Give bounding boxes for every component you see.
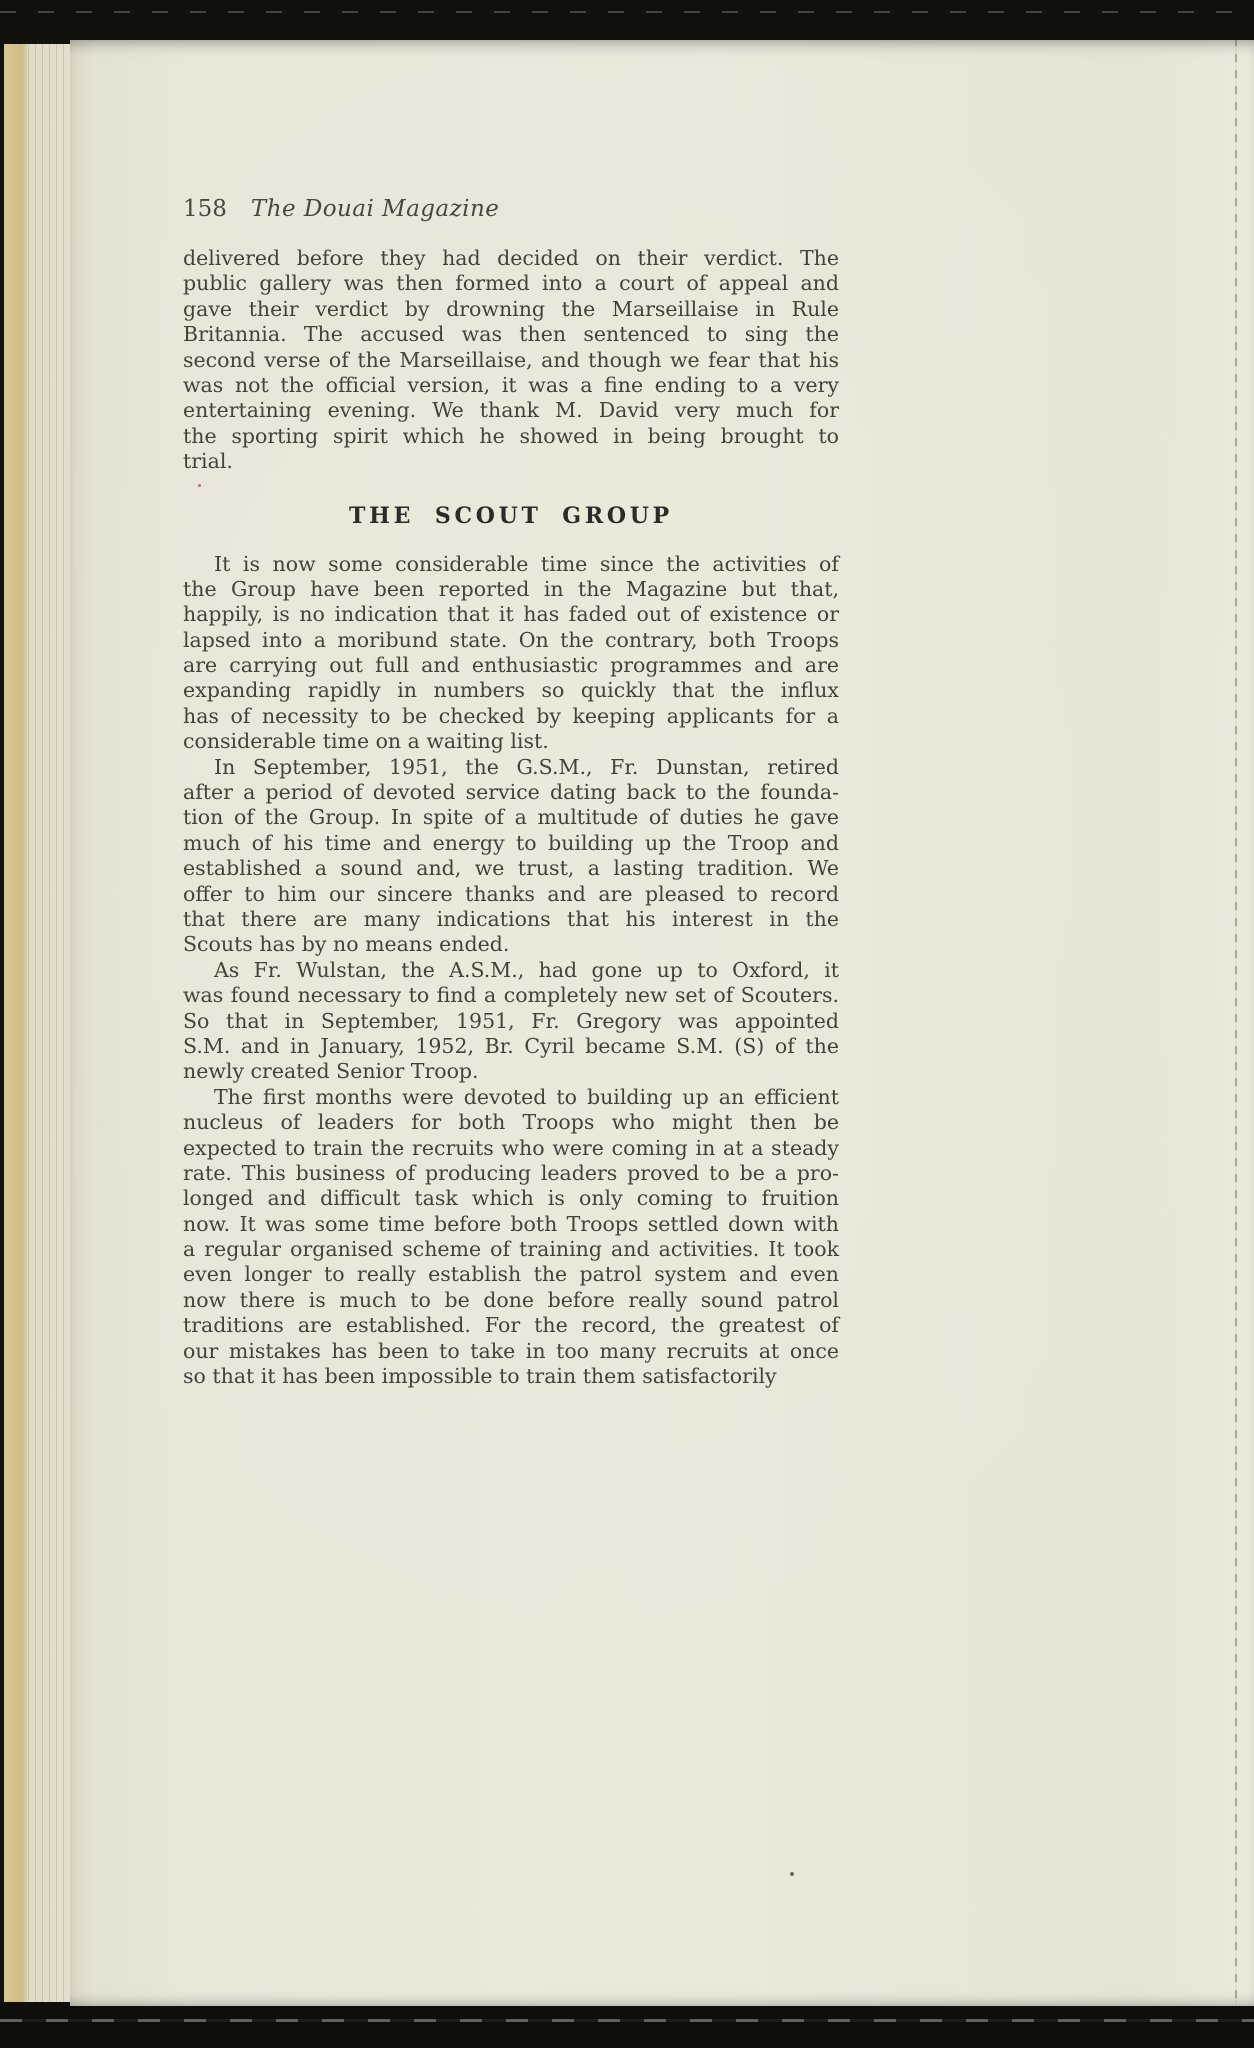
text-line: happily, is no indication that it has faded out of existence or bbox=[183, 602, 839, 627]
text-line: traditions are established. For the record, the greatest of bbox=[183, 1313, 839, 1338]
magazine-title: The Douai Magazine bbox=[250, 196, 500, 222]
page-edge-stack bbox=[0, 44, 70, 2002]
text-line: tion of the Group. In spite of a multitude of duties he gave bbox=[183, 805, 839, 830]
text-line: expanding rapidly in numbers so quickly that the influx bbox=[183, 678, 839, 703]
text-line: after a period of devoted service dating back to the founda- bbox=[183, 780, 839, 805]
text-line: that there are many indications that his interest in the bbox=[183, 906, 839, 931]
text-line: lapsed into a moribund state. On the contrary, both Troops bbox=[183, 627, 839, 652]
text-line: are carrying out full and enthusiastic programmes and are bbox=[183, 653, 839, 678]
text-line: gave their verdict by drowning the Marseillaise in Rule bbox=[183, 296, 839, 321]
paragraph-first-months bbox=[183, 1085, 839, 1390]
text-line: even longer to really establish the patrol system and even bbox=[183, 1262, 839, 1287]
text-line: nucleus of leaders for both Troops who might then be bbox=[183, 1110, 839, 1135]
text-line: considerable time on a waiting list. bbox=[183, 729, 549, 754]
text-line: As Fr. Wulstan, the A.S.M., had gone up to Oxford, it bbox=[214, 957, 839, 982]
text-line: the Group have been reported in the Magazine but that, bbox=[183, 576, 839, 601]
text-column bbox=[183, 196, 839, 1389]
section-heading: THE SCOUT GROUP bbox=[349, 502, 673, 529]
text-line: our mistakes has been to take in too many recruits at once bbox=[183, 1338, 839, 1363]
page-number: 158 bbox=[183, 196, 227, 222]
text-line: In September, 1951, the G.S.M., Fr. Dunstan, retired bbox=[214, 754, 839, 779]
text-line: rate. This business of producing leaders proved to be a pro- bbox=[183, 1160, 839, 1185]
paragraph-new-scouters bbox=[183, 958, 839, 1085]
ink-speck bbox=[790, 1872, 794, 1876]
text-line: has of necessity to be checked by keeping applicants for a bbox=[183, 703, 839, 728]
text-line: entertaining evening. We thank M. David very much for bbox=[183, 398, 839, 423]
book-cover-bottom-band bbox=[0, 2006, 1254, 2048]
text-line: the sporting spirit which he showed in being brought to bbox=[183, 423, 839, 448]
text-line: trial. bbox=[183, 449, 233, 474]
paragraph-trial-mock bbox=[183, 246, 839, 475]
text-line: offer to him our sincere thanks and are pleased to record bbox=[183, 881, 839, 906]
text-line: now. It was some time before both Troops settled down with bbox=[183, 1211, 839, 1236]
page-header bbox=[183, 196, 839, 222]
text-line: was found necessary to find a completely new set of Scouters. bbox=[183, 983, 839, 1008]
text-line: longed and difficult task which is only coming to fruition bbox=[183, 1186, 839, 1211]
text-line: now there is much to be done before really sound patrol bbox=[183, 1287, 839, 1312]
text-line: second verse of the Marseillaise, and though we fear that his bbox=[183, 347, 839, 372]
text-line: expected to train the recruits who were coming in at a steady bbox=[183, 1135, 839, 1160]
text-line: so that it has been impossible to train them satisfactorily bbox=[183, 1364, 777, 1389]
text-line: S.M. and in January, 1952, Br. Cyril became S.M. (S) of the bbox=[183, 1033, 839, 1058]
text-line: newly created Senior Troop. bbox=[183, 1059, 479, 1084]
book-cover-top-band bbox=[0, 0, 1254, 40]
paragraph-gsm-retired bbox=[183, 755, 839, 958]
page-crease-line bbox=[1235, 38, 1237, 2006]
magazine-page bbox=[70, 38, 1254, 2006]
text-line: was not the official version, it was a fine ending to a very bbox=[183, 372, 839, 397]
text-line: public gallery was then formed into a court of appeal and bbox=[183, 271, 839, 296]
text-line: It is now some considerable time since the activities of bbox=[214, 551, 839, 576]
text-line: So that in September, 1951, Fr. Gregory was appointed bbox=[183, 1008, 839, 1033]
text-line: a regular organised scheme of training and activities. It took bbox=[183, 1237, 839, 1262]
text-line: much of his time and energy to building up the Troop and bbox=[183, 830, 839, 855]
text-line: The first months were devoted to building up an efficient bbox=[214, 1084, 839, 1109]
text-line: delivered before they had decided on their verdict. The bbox=[183, 246, 839, 270]
paragraph-scout-intro bbox=[183, 552, 839, 755]
text-line: established a sound and, we trust, a lasting tradition. We bbox=[183, 856, 839, 881]
text-line: Britannia. The accused was then sentenced to sing the bbox=[183, 322, 839, 347]
text-line: Scouts has by no means ended. bbox=[183, 932, 510, 957]
